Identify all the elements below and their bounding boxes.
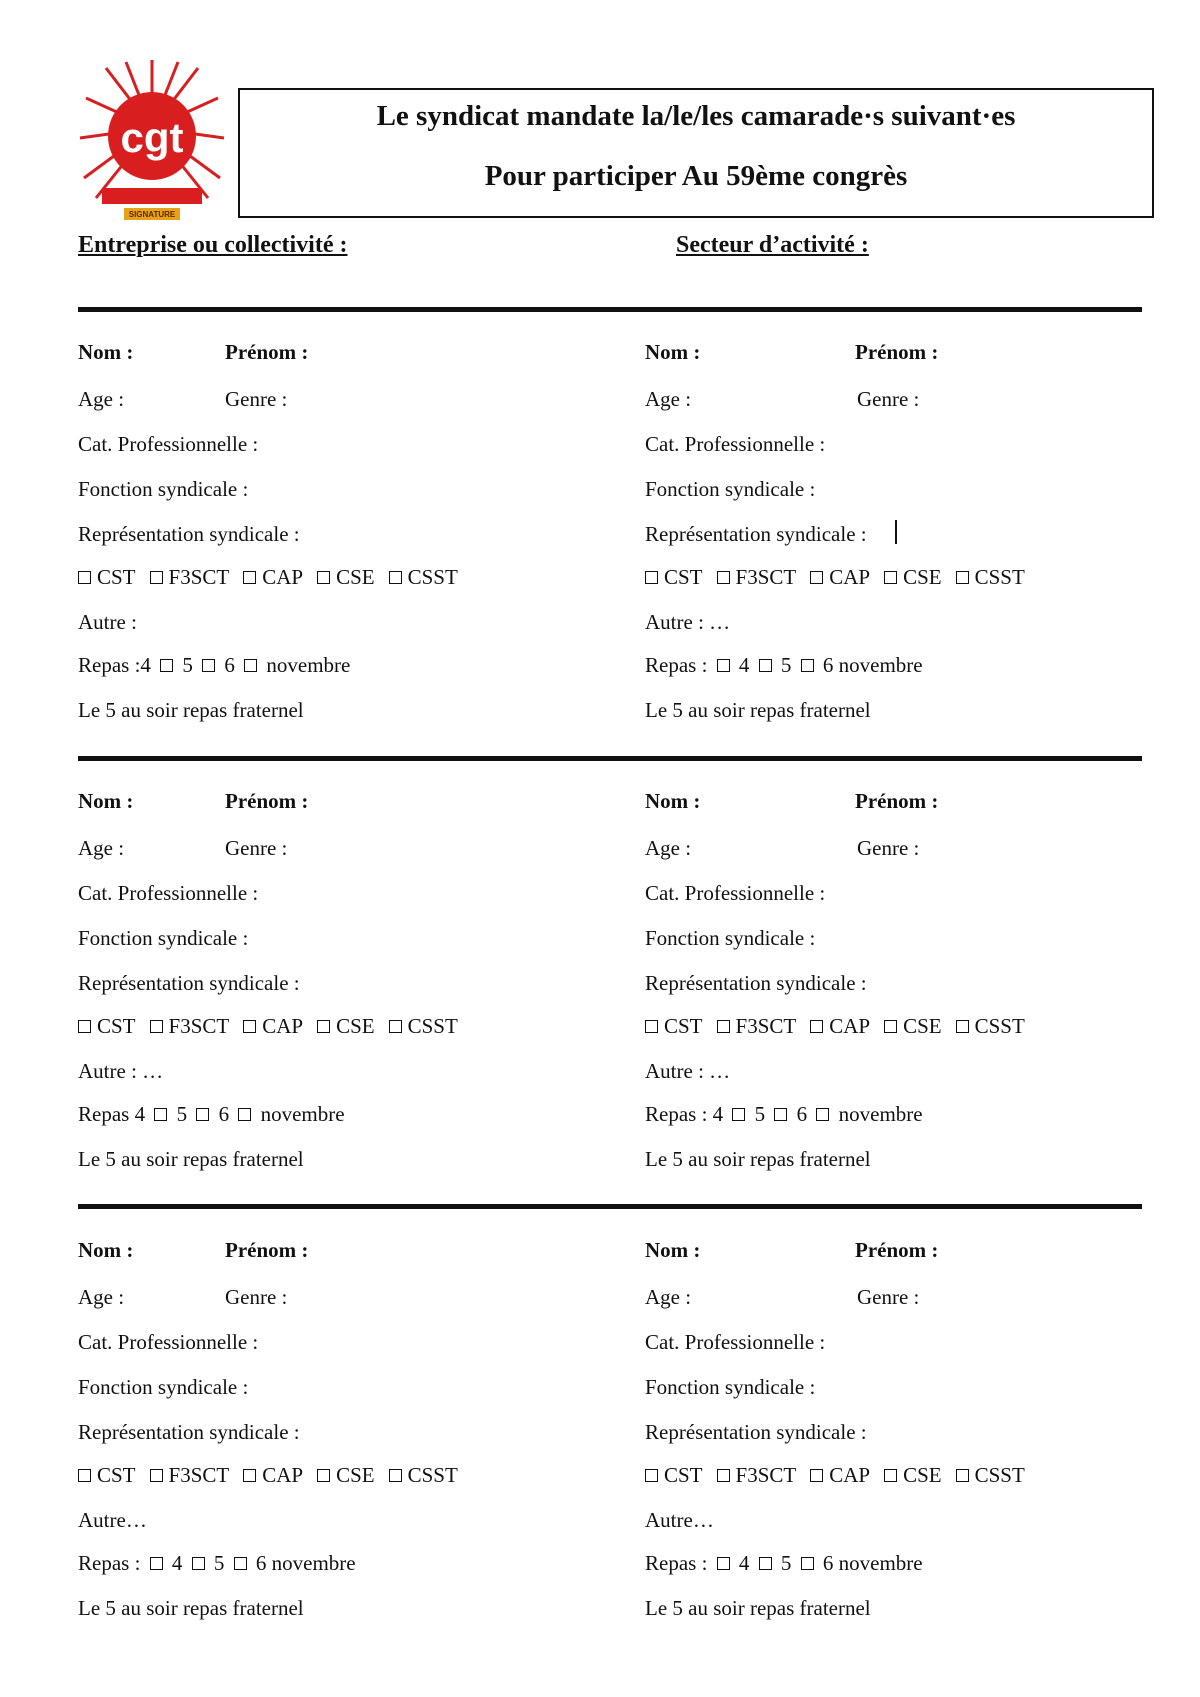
representation-syndicale-field[interactable]: Représentation syndicale : xyxy=(78,1420,300,1444)
representation-syndicale-field[interactable]: Représentation syndicale : xyxy=(645,1420,867,1444)
repas-text-segment: 6 novembre xyxy=(817,1551,923,1575)
genre-field[interactable]: Genre : xyxy=(225,387,288,411)
checkbox[interactable] xyxy=(243,571,256,584)
instance-option-cse[interactable] xyxy=(317,565,375,590)
checkbox[interactable] xyxy=(645,571,658,584)
instance-label: CST xyxy=(664,565,703,589)
instance-label: CSST xyxy=(407,1463,458,1487)
checkbox[interactable] xyxy=(810,571,823,584)
repas-checkbox[interactable] xyxy=(759,659,772,672)
cgt-logo-bottom-text: SIGNATURE xyxy=(128,210,176,219)
repas-text-segment: 5 xyxy=(775,653,797,677)
instance-label: CSE xyxy=(903,565,942,589)
repas-checkbox[interactable] xyxy=(244,659,257,672)
checkbox[interactable] xyxy=(884,1469,897,1482)
representation-syndicale-field[interactable]: Représentation syndicale : xyxy=(645,522,867,546)
checkbox[interactable] xyxy=(717,1020,730,1033)
instance-option-f3sct[interactable] xyxy=(717,565,797,590)
repas-text-segment: 4 xyxy=(733,653,755,677)
autre-field[interactable]: Autre : … xyxy=(645,1059,731,1083)
cat-professionnelle-field[interactable]: Cat. Professionnelle : xyxy=(78,881,259,905)
instance-option-csst[interactable] xyxy=(956,565,1025,590)
instance-label: CSE xyxy=(903,1463,942,1487)
checkbox[interactable] xyxy=(78,571,91,584)
instance-option-csst[interactable] xyxy=(389,1463,458,1488)
repas-checkbox[interactable] xyxy=(774,1108,787,1121)
fonction-syndicale-field[interactable]: Fonction syndicale : xyxy=(645,477,816,501)
checkbox[interactable] xyxy=(389,1020,402,1033)
instance-label: CST xyxy=(97,1463,136,1487)
repas-text-segment: 6 xyxy=(791,1102,813,1126)
instance-label: CSST xyxy=(974,1463,1025,1487)
secteur-label[interactable]: Secteur d’activité : xyxy=(676,232,869,258)
genre-field[interactable]: Genre : xyxy=(857,387,920,411)
separator-rule xyxy=(78,756,1142,761)
repas-field[interactable] xyxy=(645,1102,923,1127)
cat-professionnelle-field[interactable]: Cat. Professionnelle : xyxy=(78,432,259,456)
instance-label: F3SCT xyxy=(735,1014,797,1038)
repas-text-segment: 6 novembre xyxy=(250,1551,356,1575)
checkbox[interactable] xyxy=(78,1469,91,1482)
repas-checkbox[interactable] xyxy=(801,1557,814,1570)
instance-option-cap[interactable] xyxy=(810,1014,870,1039)
repas-text-segment: Repas 4 xyxy=(78,1102,151,1126)
instance-option-csst[interactable] xyxy=(389,565,458,590)
checkbox[interactable] xyxy=(810,1020,823,1033)
prenom-field[interactable]: Prénom : xyxy=(855,1238,939,1262)
checkbox[interactable] xyxy=(956,1020,969,1033)
cat-professionnelle-field[interactable]: Cat. Professionnelle : xyxy=(645,432,826,456)
separator-rule xyxy=(78,307,1142,312)
instance-option-cap[interactable] xyxy=(810,565,870,590)
instance-option-f3sct[interactable] xyxy=(150,565,230,590)
checkbox[interactable] xyxy=(717,1469,730,1482)
nom-field[interactable]: Nom : xyxy=(78,789,134,813)
repas-field[interactable] xyxy=(645,1551,923,1576)
instances-checkbox-row xyxy=(645,565,1039,590)
repas-text-segment: 5 xyxy=(177,653,199,677)
representation-syndicale-field[interactable]: Représentation syndicale : xyxy=(78,522,300,546)
fonction-syndicale-field[interactable]: Fonction syndicale : xyxy=(645,926,816,950)
repas-text-segment: Repas : xyxy=(645,1551,713,1575)
autre-field[interactable]: Autre… xyxy=(78,1508,147,1532)
checkbox[interactable] xyxy=(243,1020,256,1033)
autre-field[interactable]: Autre : … xyxy=(78,1059,164,1083)
instances-checkbox-row xyxy=(645,1014,1039,1039)
nom-field[interactable]: Nom : xyxy=(78,1238,134,1262)
repas-text-segment: 4 xyxy=(733,1551,755,1575)
checkbox[interactable] xyxy=(150,1469,163,1482)
instance-label: CAP xyxy=(829,565,871,589)
nom-field[interactable]: Nom : xyxy=(645,789,701,813)
title-line-1: Le syndicat mandate la/le/les camarade·s suivant·es xyxy=(376,100,1016,132)
age-field[interactable]: Age : xyxy=(645,836,692,860)
checkbox[interactable] xyxy=(884,571,897,584)
repas-fraternel-note: Le 5 au soir repas fraternel xyxy=(645,698,871,722)
cgt-logo xyxy=(78,58,226,228)
repas-checkbox[interactable] xyxy=(238,1108,251,1121)
cat-professionnelle-field[interactable]: Cat. Professionnelle : xyxy=(78,1330,259,1354)
repas-fraternel-note: Le 5 au soir repas fraternel xyxy=(78,1147,304,1171)
repas-text-segment: Repas : 4 xyxy=(645,1102,729,1126)
instance-label: F3SCT xyxy=(168,1014,230,1038)
instance-label: F3SCT xyxy=(735,565,797,589)
instance-label: F3SCT xyxy=(168,1463,230,1487)
instance-label: CST xyxy=(97,565,136,589)
repas-field[interactable] xyxy=(78,1102,345,1127)
instance-option-cse[interactable] xyxy=(884,565,942,590)
repas-fraternel-note: Le 5 au soir repas fraternel xyxy=(645,1147,871,1171)
instance-option-f3sct[interactable] xyxy=(150,1463,230,1488)
repas-checkbox[interactable] xyxy=(732,1108,745,1121)
genre-field[interactable]: Genre : xyxy=(857,836,920,860)
repas-checkbox[interactable] xyxy=(150,1557,163,1570)
cgt-logo-text: cgt xyxy=(120,114,184,161)
instance-option-csst[interactable] xyxy=(956,1014,1025,1039)
separator-rule xyxy=(78,1204,1142,1209)
repas-checkbox[interactable] xyxy=(759,1557,772,1570)
checkbox[interactable] xyxy=(956,571,969,584)
repas-text-segment: novembre xyxy=(261,653,351,677)
instance-label: CST xyxy=(664,1463,703,1487)
instance-option-cse[interactable] xyxy=(884,1014,942,1039)
age-field[interactable]: Age : xyxy=(78,387,125,411)
instance-label: CSST xyxy=(407,565,458,589)
repas-text-segment: 6 novembre xyxy=(817,653,923,677)
repas-checkbox[interactable] xyxy=(160,659,173,672)
repas-checkbox[interactable] xyxy=(816,1108,829,1121)
instance-option-cst[interactable] xyxy=(645,1014,703,1039)
repas-text-segment: 5 xyxy=(749,1102,771,1126)
repas-checkbox[interactable] xyxy=(192,1557,205,1570)
checkbox[interactable] xyxy=(317,1469,330,1482)
repas-text-segment: Repas : xyxy=(645,653,713,677)
instances-checkbox-row xyxy=(78,1014,472,1039)
repas-fraternel-note: Le 5 au soir repas fraternel xyxy=(78,698,304,722)
age-field[interactable]: Age : xyxy=(78,1285,125,1309)
repas-text-segment: Repas : xyxy=(78,1551,146,1575)
checkbox[interactable] xyxy=(810,1469,823,1482)
repas-field[interactable] xyxy=(78,653,350,678)
instance-option-cst[interactable] xyxy=(78,1014,136,1039)
nom-field[interactable]: Nom : xyxy=(645,340,701,364)
repas-fraternel-note: Le 5 au soir repas fraternel xyxy=(645,1596,871,1620)
entreprise-label[interactable]: Entreprise ou collectivité : xyxy=(78,232,348,258)
representation-syndicale-field[interactable]: Représentation syndicale : xyxy=(645,971,867,995)
prenom-field[interactable]: Prénom : xyxy=(225,1238,309,1262)
repas-text-segment: 5 xyxy=(775,1551,797,1575)
repas-field[interactable] xyxy=(78,1551,356,1576)
checkbox[interactable] xyxy=(317,1020,330,1033)
instance-label: CSST xyxy=(407,1014,458,1038)
instance-label: CSE xyxy=(336,1463,375,1487)
instance-option-cap[interactable] xyxy=(243,1463,303,1488)
instance-option-cse[interactable] xyxy=(884,1463,942,1488)
repas-checkbox[interactable] xyxy=(801,659,814,672)
instance-option-cst[interactable] xyxy=(78,1463,136,1488)
checkbox[interactable] xyxy=(645,1020,658,1033)
title-line-2: Pour participer Au 59ème congrès xyxy=(484,160,908,192)
instance-option-csst[interactable] xyxy=(956,1463,1025,1488)
repas-checkbox[interactable] xyxy=(717,1557,730,1570)
genre-field[interactable]: Genre : xyxy=(857,1285,920,1309)
repas-text-segment: 4 xyxy=(166,1551,188,1575)
age-field[interactable]: Age : xyxy=(78,836,125,860)
repas-text-segment: novembre xyxy=(255,1102,345,1126)
fonction-syndicale-field[interactable]: Fonction syndicale : xyxy=(78,926,249,950)
instance-option-cse[interactable] xyxy=(317,1014,375,1039)
instance-label: CAP xyxy=(829,1463,871,1487)
instance-label: CSST xyxy=(974,1014,1025,1038)
representation-syndicale-field[interactable]: Représentation syndicale : xyxy=(78,971,300,995)
instance-option-f3sct[interactable] xyxy=(150,1014,230,1039)
instance-option-f3sct[interactable] xyxy=(717,1463,797,1488)
autre-field[interactable]: Autre… xyxy=(645,1508,714,1532)
checkbox[interactable] xyxy=(150,1020,163,1033)
checkbox[interactable] xyxy=(389,571,402,584)
repas-text-segment: Repas :4 xyxy=(78,653,157,677)
cat-professionnelle-field[interactable]: Cat. Professionnelle : xyxy=(645,1330,826,1354)
checkbox[interactable] xyxy=(956,1469,969,1482)
genre-field[interactable]: Genre : xyxy=(225,1285,288,1309)
title-box xyxy=(238,88,1154,218)
instance-option-csst[interactable] xyxy=(389,1014,458,1039)
repas-checkbox[interactable] xyxy=(154,1108,167,1121)
instance-label: F3SCT xyxy=(735,1463,797,1487)
text-cursor xyxy=(895,520,897,544)
repas-fraternel-note: Le 5 au soir repas fraternel xyxy=(78,1596,304,1620)
instances-checkbox-row xyxy=(78,565,472,590)
instance-label: CSE xyxy=(336,565,375,589)
instance-label: CSST xyxy=(974,565,1025,589)
instance-option-cap[interactable] xyxy=(810,1463,870,1488)
prenom-field[interactable]: Prénom : xyxy=(225,789,309,813)
repas-text-segment: 5 xyxy=(171,1102,193,1126)
instance-label: CST xyxy=(97,1014,136,1038)
prenom-field[interactable]: Prénom : xyxy=(225,340,309,364)
checkbox[interactable] xyxy=(78,1020,91,1033)
nom-field[interactable]: Nom : xyxy=(645,1238,701,1262)
genre-field[interactable]: Genre : xyxy=(225,836,288,860)
instances-checkbox-row xyxy=(645,1463,1039,1488)
instance-label: CAP xyxy=(262,1463,304,1487)
instance-label: CAP xyxy=(829,1014,871,1038)
repas-checkbox[interactable] xyxy=(717,659,730,672)
repas-field[interactable] xyxy=(645,653,923,678)
instance-option-cst[interactable] xyxy=(645,565,703,590)
instance-label: CSE xyxy=(903,1014,942,1038)
instance-label: F3SCT xyxy=(168,565,230,589)
repas-text-segment: 6 xyxy=(219,653,241,677)
fonction-syndicale-field[interactable]: Fonction syndicale : xyxy=(78,1375,249,1399)
instance-label: CAP xyxy=(262,565,304,589)
fonction-syndicale-field[interactable]: Fonction syndicale : xyxy=(78,477,249,501)
cat-professionnelle-field[interactable]: Cat. Professionnelle : xyxy=(645,881,826,905)
age-field[interactable]: Age : xyxy=(645,387,692,411)
autre-field[interactable]: Autre : xyxy=(78,610,137,634)
prenom-field[interactable]: Prénom : xyxy=(855,340,939,364)
instance-label: CST xyxy=(664,1014,703,1038)
autre-field[interactable]: Autre : … xyxy=(645,610,731,634)
prenom-field[interactable]: Prénom : xyxy=(855,789,939,813)
instance-option-cap[interactable] xyxy=(243,1014,303,1039)
instance-label: CAP xyxy=(262,1014,304,1038)
nom-field[interactable]: Nom : xyxy=(78,340,134,364)
checkbox[interactable] xyxy=(317,571,330,584)
repas-checkbox[interactable] xyxy=(234,1557,247,1570)
checkbox[interactable] xyxy=(243,1469,256,1482)
repas-text-segment: 6 xyxy=(213,1102,235,1126)
age-field[interactable]: Age : xyxy=(645,1285,692,1309)
instance-label: CSE xyxy=(336,1014,375,1038)
checkbox[interactable] xyxy=(884,1020,897,1033)
fonction-syndicale-field[interactable]: Fonction syndicale : xyxy=(645,1375,816,1399)
repas-text-segment: novembre xyxy=(833,1102,923,1126)
checkbox[interactable] xyxy=(389,1469,402,1482)
checkbox[interactable] xyxy=(717,571,730,584)
repas-text-segment: 5 xyxy=(208,1551,230,1575)
checkbox[interactable] xyxy=(645,1469,658,1482)
instance-option-cst[interactable] xyxy=(78,565,136,590)
instances-checkbox-row xyxy=(78,1463,472,1488)
instance-option-cap[interactable] xyxy=(243,565,303,590)
repas-checkbox[interactable] xyxy=(202,659,215,672)
repas-checkbox[interactable] xyxy=(196,1108,209,1121)
instance-option-f3sct[interactable] xyxy=(717,1014,797,1039)
instance-option-cst[interactable] xyxy=(645,1463,703,1488)
instance-option-cse[interactable] xyxy=(317,1463,375,1488)
checkbox[interactable] xyxy=(150,571,163,584)
